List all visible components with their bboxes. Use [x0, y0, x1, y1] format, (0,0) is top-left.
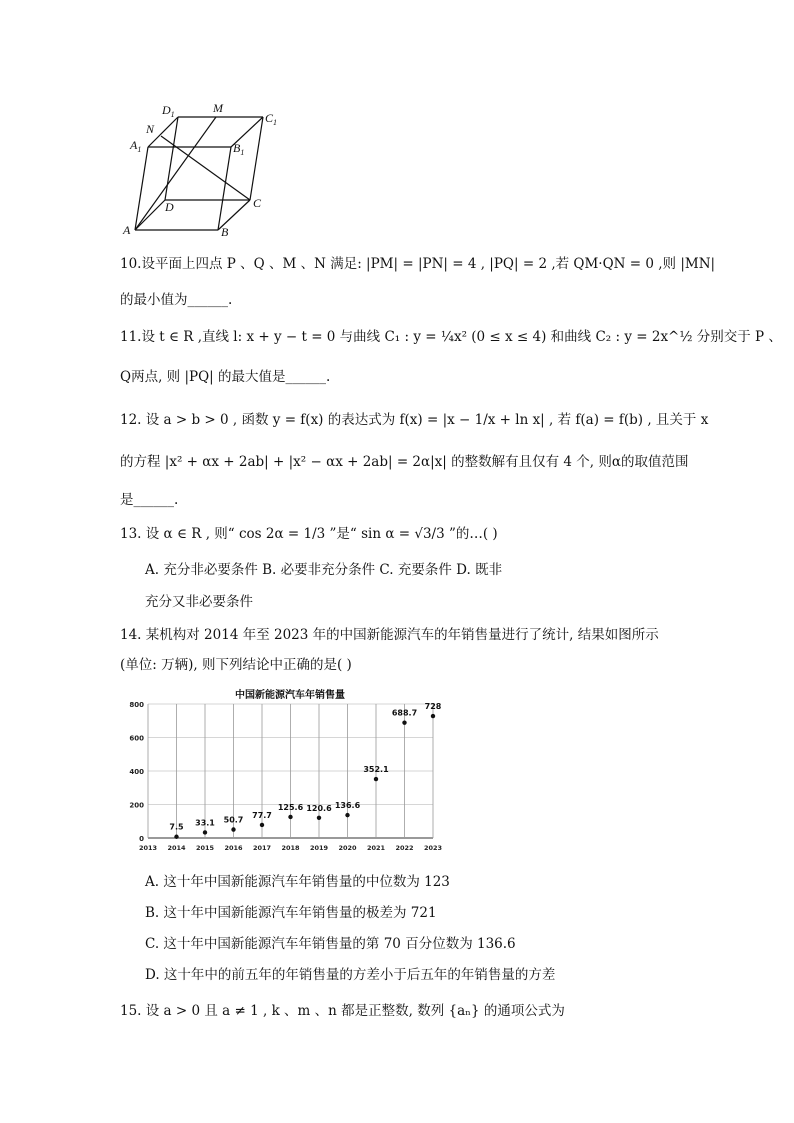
label-B1-sub: 1 — [240, 148, 245, 157]
chart-xtick-label: 2015 — [195, 844, 215, 852]
chart-point — [260, 823, 264, 827]
q14-option-c: C. 这十年中国新能源汽车年销售量的第 70 百分位数为 136.6 — [145, 936, 516, 952]
chart-xtick-label: 2022 — [395, 844, 414, 852]
chart-data-label: 125.6 — [277, 802, 304, 812]
chart-ytick-label: 800 — [129, 701, 144, 709]
label-C1: C — [265, 111, 274, 125]
chart-point — [317, 816, 321, 820]
chart-data-label: 136.6 — [334, 801, 361, 811]
q11-line2: Q两点, 则 |PQ| 的最大值是______. — [120, 369, 331, 385]
q14-option-d: D. 这十年中的前五年的年销售量的方差小于后五年的年销售量的方差 — [145, 967, 556, 983]
q11-line1: 11.设 t ∈ R ,直线 l: x + y − t = 0 与曲线 C₁ : y = ¼x² (0 ≤ x ≤ 4) 和曲线 C₂ : y = 2x^½ 分别交于 P 、 — [120, 329, 782, 345]
q10-line1: 10.设平面上四点 P 、Q 、M 、N 满足: |PM| = |PN| = 4 , |PQ| = 2 ,若 QM·QN = 0 ,则 |MN| — [120, 256, 716, 272]
chart-xtick-label: 2019 — [309, 844, 329, 852]
q12-line3: 是______. — [120, 492, 179, 508]
chart-data-label: 120.6 — [306, 803, 332, 813]
chart-point — [231, 827, 235, 831]
q14-stem-line1: 14. 某机构对 2014 年至 2023 年的中国新能源汽车的年销售量进行了统计, 结果如图所示 — [120, 627, 659, 643]
chart-data-label: 352.1 — [363, 765, 389, 775]
chart-xtick-label: 2016 — [224, 844, 243, 852]
chart-xtick-label: 2020 — [338, 844, 357, 852]
svg-text:D1 — [161, 103, 175, 119]
chart-point — [402, 720, 406, 724]
chart-point — [431, 714, 435, 718]
label-M: M — [213, 101, 223, 115]
sales-chart — [118, 686, 443, 858]
chart-data-label: 33.1 — [195, 818, 215, 828]
label-A1: A — [130, 138, 138, 152]
chart-point — [374, 777, 378, 781]
sales-chart-svg — [118, 686, 443, 858]
chart-xtick-label: 2021 — [366, 844, 386, 852]
chart-ytick-label: 400 — [129, 768, 144, 776]
chart-point — [203, 830, 207, 834]
chart-data-label: 688.7 — [391, 708, 418, 718]
chart-point — [345, 813, 349, 817]
label-C1-sub: 1 — [273, 118, 278, 127]
svg-text:C1 — [265, 111, 277, 127]
q14-option-a: A. 这十年中国新能源汽车年销售量的中位数为 123 — [145, 874, 450, 890]
q12-line2: 的方程 |x² + αx + 2ab| + |x² − αx + 2ab| = 2α|x| 的整数解有且仅有 4 个, 则α的取值范围 — [120, 454, 689, 470]
chart-title: 中国新能源汽车年销售量 — [235, 690, 345, 701]
chart-data-label: 7.5 — [169, 822, 184, 832]
label-B1: B — [233, 141, 241, 155]
chart-xtick-label: 2017 — [252, 844, 272, 852]
label-A: A — [123, 223, 131, 237]
chart-ytick-label: 200 — [129, 801, 144, 810]
chart-xtick-label: 2014 — [167, 844, 186, 852]
q10-line2: 的最小值为______. — [120, 292, 233, 308]
chart-data-label: 728 — [424, 702, 442, 712]
chart-xtick-label: 2013 — [138, 844, 158, 852]
label-D1-sub: 1 — [170, 110, 175, 119]
q13-stem: 13. 设 α ∈ R , 则“ cos 2α = 1/3 ”是“ sin α = √3/3 ”的…( ) — [120, 526, 498, 542]
chart-data-label: 77.7 — [252, 810, 272, 820]
q15-line1: 15. 设 a > 0 且 a ≠ 1 , k 、m 、n 都是正整数, 数列 {aₙ} 的通项公式为 — [120, 1003, 565, 1019]
chart-data-label: 50.7 — [223, 815, 244, 825]
label-D: D — [165, 200, 174, 214]
label-N: N — [146, 122, 155, 136]
chart-xtick-label: 2023 — [423, 844, 443, 852]
svg-text:B1 — [233, 141, 244, 157]
label-B: B — [221, 225, 229, 239]
label-D1: D — [162, 103, 171, 117]
q13-options-line1: A. 充分非必要条件 B. 必要非充分条件 C. 充要条件 D. 既非 — [145, 562, 503, 578]
chart-ytick-label: 600 — [129, 734, 144, 743]
q13-options-line2: 充分又非必要条件 — [145, 594, 253, 610]
label-C: C — [253, 196, 262, 210]
label-A1-sub: 1 — [137, 145, 142, 154]
chart-ytick-label: 0 — [139, 835, 144, 843]
chart-xtick-label: 2018 — [281, 844, 300, 852]
parallelepiped-figure — [118, 100, 298, 240]
chart-point — [174, 835, 178, 839]
svg-text:A1 — [129, 138, 141, 154]
q14-stem-line2: (单位: 万辆), 则下列结论中正确的是( ) — [120, 657, 352, 673]
q12-line1: 12. 设 a > b > 0 , 函数 y = f(x) 的表达式为 f(x) = |x − 1/x + ln x| , 若 f(a) = f(b) , 且关于 x — [120, 412, 709, 428]
q14-option-b: B. 这十年中国新能源汽车年销售量的极差为 721 — [145, 905, 437, 921]
chart-point — [288, 815, 292, 819]
